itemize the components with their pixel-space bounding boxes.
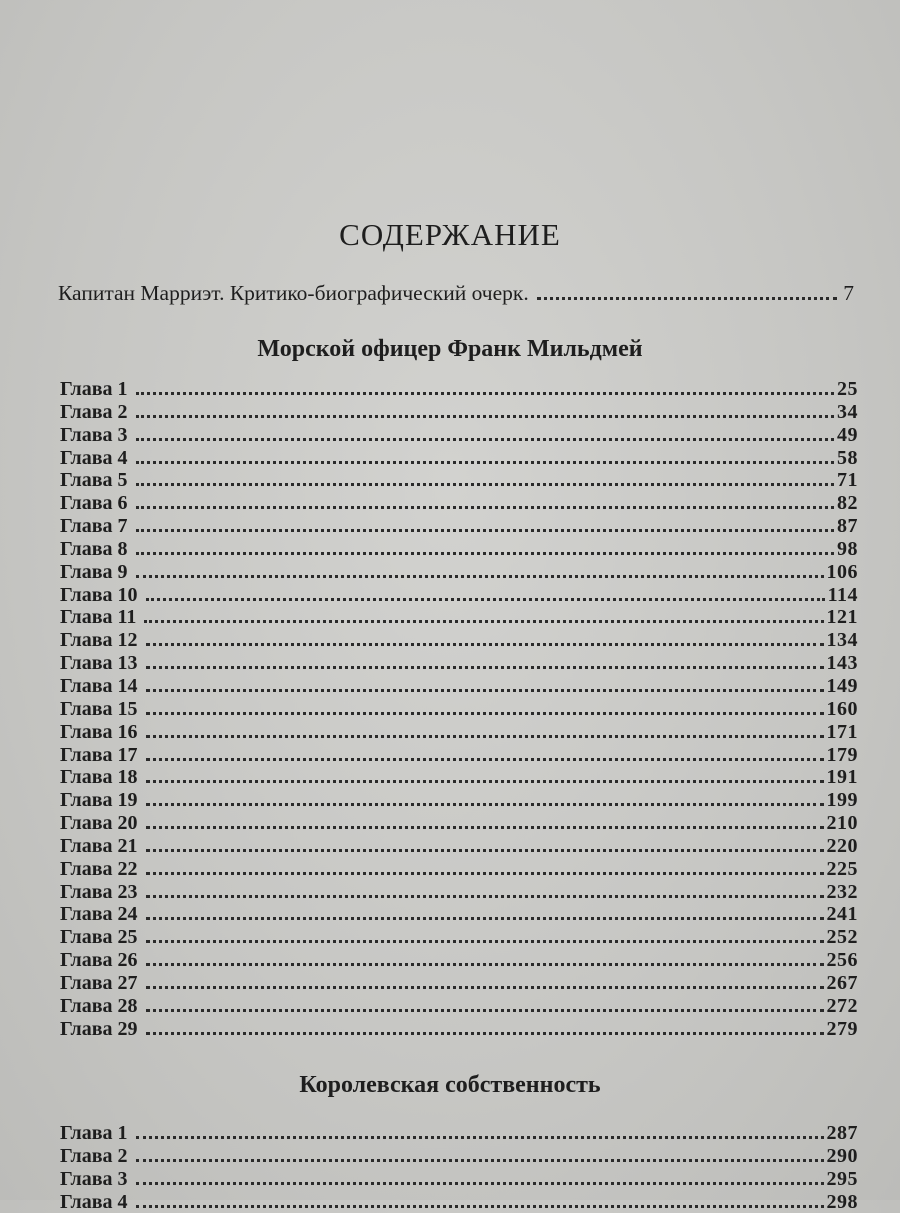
page-title: СОДЕРЖАНИЕ xyxy=(339,216,561,252)
toc-entry xyxy=(60,378,858,401)
chapter-label: Глава 8 xyxy=(60,537,128,560)
toc-entry xyxy=(60,858,858,881)
chapter-label: Глава 3 xyxy=(60,423,128,446)
toc-entry xyxy=(60,903,858,926)
dot-leader xyxy=(146,986,824,989)
chapter-label: Глава 6 xyxy=(60,492,128,515)
dot-leader xyxy=(146,689,824,692)
dot-leader xyxy=(136,1205,824,1208)
dot-leader xyxy=(136,392,835,395)
dot-leader xyxy=(146,826,824,829)
dot-leader xyxy=(146,872,824,875)
section-title-kings-own: Королевская собственность xyxy=(299,1072,601,1098)
chapter-page-number: 267 xyxy=(826,971,858,994)
chapter-label: Глава 28 xyxy=(60,994,138,1017)
chapter-page-number: 34 xyxy=(837,400,858,423)
chapter-page-number: 71 xyxy=(837,469,858,492)
chapter-page-number: 256 xyxy=(826,949,858,972)
dot-leader xyxy=(146,917,824,920)
chapter-label: Глава 16 xyxy=(60,720,138,743)
chapter-page-number: 25 xyxy=(837,378,858,400)
dot-leader xyxy=(146,712,824,715)
toc-entry xyxy=(60,926,858,949)
toc-entry xyxy=(60,766,858,789)
essay-label: Капитан Марриэт. Критико-биографический очерк. xyxy=(58,281,529,305)
chapter-label: Глава 11 xyxy=(60,606,137,629)
chapter-label: Глава 2 xyxy=(60,400,128,423)
dot-leader xyxy=(136,552,835,555)
chapter-page-number: 232 xyxy=(826,880,858,903)
chapter-page-number: 149 xyxy=(826,674,858,697)
chapter-label: Глава 24 xyxy=(60,903,138,926)
dot-leader xyxy=(136,438,835,441)
dot-leader xyxy=(136,461,835,464)
chapter-label: Глава 15 xyxy=(60,697,138,720)
chapter-page-number: 87 xyxy=(837,515,858,538)
chapter-page-number: 49 xyxy=(837,423,858,446)
dot-leader xyxy=(136,1159,824,1162)
chapter-label: Глава 27 xyxy=(60,971,138,994)
chapter-label: Глава 21 xyxy=(60,834,138,857)
dot-leader xyxy=(146,598,825,601)
dot-leader xyxy=(136,529,835,532)
dot-leader xyxy=(146,735,824,738)
toc-entry xyxy=(60,424,858,447)
chapter-page-number: 220 xyxy=(826,834,858,857)
toc-entry xyxy=(60,995,858,1018)
toc-entry xyxy=(60,1191,858,1213)
dot-leader xyxy=(146,666,824,669)
chapter-page-number: 98 xyxy=(837,537,858,560)
dot-leader xyxy=(146,1032,824,1035)
chapter-page-number: 114 xyxy=(827,583,858,606)
dot-leader xyxy=(136,575,824,578)
chapter-page-number: 134 xyxy=(826,629,858,652)
chapter-page-number: 279 xyxy=(826,1017,858,1040)
chapter-list-mildmay xyxy=(60,378,858,1040)
chapter-label: Глава 9 xyxy=(60,560,128,583)
essay-page-number: 7 xyxy=(843,281,854,305)
toc-entry xyxy=(60,584,858,607)
dot-leader xyxy=(146,643,824,646)
chapter-label: Глава 4 xyxy=(60,1190,128,1213)
chapter-page-number: 58 xyxy=(837,446,858,469)
chapter-label: Глава 3 xyxy=(60,1167,128,1190)
toc-entry xyxy=(60,515,858,538)
dot-leader xyxy=(146,758,824,761)
toc-entry xyxy=(60,1145,858,1168)
toc-entry xyxy=(60,972,858,995)
chapter-label: Глава 13 xyxy=(60,652,138,675)
dot-leader xyxy=(146,895,824,898)
chapter-label: Глава 20 xyxy=(60,812,138,835)
dot-leader xyxy=(146,780,824,783)
chapter-page-number: 171 xyxy=(826,720,858,743)
chapter-page-number: 143 xyxy=(826,652,858,675)
toc-entry xyxy=(60,698,858,721)
toc-entry xyxy=(60,812,858,835)
chapter-label: Глава 4 xyxy=(60,446,128,469)
chapter-page-number: 179 xyxy=(826,743,858,766)
toc-entry-essay xyxy=(58,281,854,306)
chapter-label: Глава 25 xyxy=(60,926,138,949)
dot-leader xyxy=(136,415,835,418)
chapter-page-number: 210 xyxy=(826,812,858,835)
chapter-label: Глава 1 xyxy=(60,378,128,400)
toc-entry xyxy=(60,492,858,515)
chapter-label: Глава 19 xyxy=(60,789,138,812)
dot-leader xyxy=(136,483,835,486)
dot-leader xyxy=(146,1009,824,1012)
chapter-label: Глава 17 xyxy=(60,743,138,766)
chapter-page-number: 121 xyxy=(826,606,858,629)
chapter-label: Глава 12 xyxy=(60,629,138,652)
toc-entry xyxy=(60,744,858,767)
chapter-page-number: 160 xyxy=(826,697,858,720)
toc-entry xyxy=(60,1018,858,1041)
dot-leader xyxy=(144,620,823,623)
toc-entry xyxy=(60,949,858,972)
chapter-page-number: 191 xyxy=(826,766,858,789)
dot-leader xyxy=(136,506,835,509)
toc-entry xyxy=(60,629,858,652)
chapter-page-number: 225 xyxy=(826,857,858,880)
chapter-page-number: 295 xyxy=(826,1167,858,1190)
toc-entry xyxy=(60,789,858,812)
section-title-mildmay: Морской офицер Франк Мильдмей xyxy=(257,336,643,362)
chapter-label: Глава 1 xyxy=(60,1122,128,1144)
chapter-page-number: 252 xyxy=(826,926,858,949)
toc-entry xyxy=(60,538,858,561)
chapter-page-number: 272 xyxy=(826,994,858,1017)
toc-entry xyxy=(60,469,858,492)
dot-leader xyxy=(146,963,824,966)
toc-entry xyxy=(60,881,858,904)
chapter-label: Глава 29 xyxy=(60,1017,138,1040)
toc-entry xyxy=(60,675,858,698)
chapter-label: Глава 10 xyxy=(60,583,138,606)
chapter-label: Глава 14 xyxy=(60,674,138,697)
chapter-label: Глава 2 xyxy=(60,1144,128,1167)
dot-leader xyxy=(136,1182,824,1185)
chapter-page-number: 199 xyxy=(826,789,858,812)
chapter-label: Глава 5 xyxy=(60,469,128,492)
dot-leader xyxy=(146,803,824,806)
chapter-page-number: 298 xyxy=(826,1190,858,1213)
toc-entry xyxy=(60,652,858,675)
toc-entry xyxy=(60,1122,858,1145)
toc-entry xyxy=(60,561,858,584)
dot-leader xyxy=(146,849,824,852)
toc-entry xyxy=(60,1168,858,1191)
toc-entry xyxy=(60,835,858,858)
chapter-page-number: 241 xyxy=(826,903,858,926)
chapter-label: Глава 18 xyxy=(60,766,138,789)
chapter-page-number: 106 xyxy=(826,560,858,583)
toc-entry xyxy=(60,606,858,629)
dot-leader xyxy=(146,940,824,943)
chapter-list-kings-own xyxy=(60,1122,858,1213)
toc-entry xyxy=(60,447,858,470)
chapter-page-number: 287 xyxy=(826,1122,858,1144)
toc-entry xyxy=(60,401,858,424)
chapter-label: Глава 22 xyxy=(60,857,138,880)
chapter-label: Глава 26 xyxy=(60,949,138,972)
chapter-label: Глава 23 xyxy=(60,880,138,903)
chapter-page-number: 82 xyxy=(837,492,858,515)
dot-leader xyxy=(136,1136,824,1139)
dot-leader xyxy=(537,297,838,300)
toc-entry xyxy=(60,721,858,744)
chapter-page-number: 290 xyxy=(826,1144,858,1167)
chapter-label: Глава 7 xyxy=(60,515,128,538)
